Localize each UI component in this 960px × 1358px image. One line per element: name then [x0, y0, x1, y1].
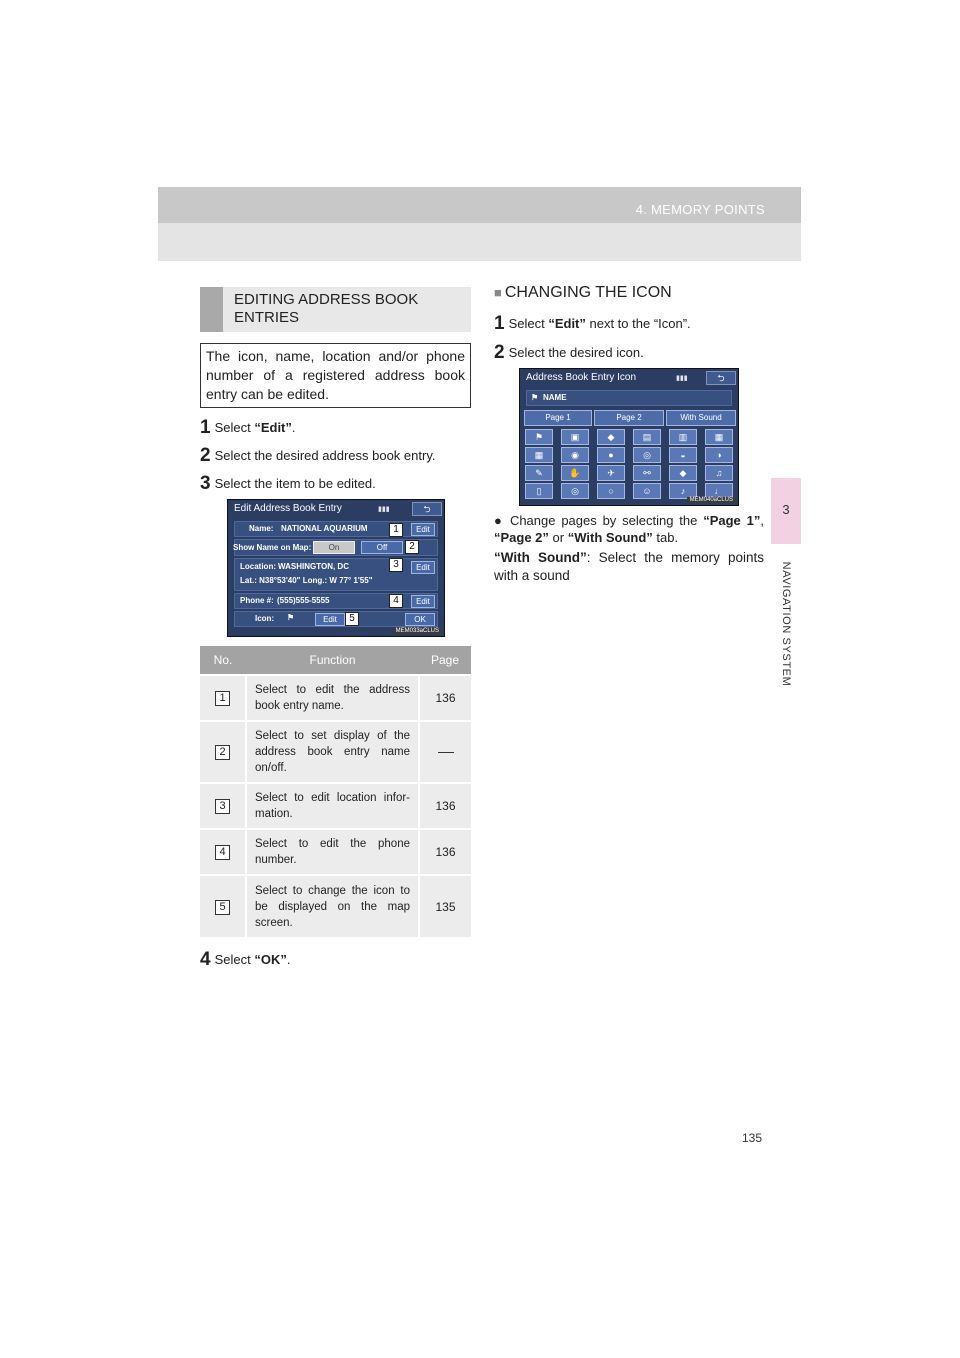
row-number: 1: [215, 691, 230, 706]
bullet-emphasis: “Page 2”: [494, 530, 549, 545]
bullet-note: [494, 512, 764, 546]
step-text: Select: [214, 952, 255, 967]
ok-button[interactable]: OK: [405, 613, 435, 626]
step-text: Select the desired icon.: [508, 345, 644, 360]
row-page-dash: [419, 721, 471, 783]
image-code: MEM040aCLUS: [687, 497, 736, 503]
step-emphasis: “Edit”: [548, 316, 586, 331]
address-book-icon-screenshot: [519, 368, 739, 506]
step-number: 1: [494, 313, 505, 334]
edit-location-button[interactable]: Edit: [411, 561, 435, 574]
step-text-end: .: [291, 420, 296, 435]
cup-icon[interactable]: ◒: [669, 447, 697, 463]
row-function: Select to edit location infor-mation.: [246, 783, 419, 829]
page-number: 135: [742, 1131, 763, 1145]
right-step-2: [494, 342, 644, 364]
ring-icon[interactable]: ○: [597, 483, 625, 499]
step-text: Select: [214, 420, 255, 435]
gauge-icon[interactable]: ◑: [705, 447, 733, 463]
back-button[interactable]: ⮌: [706, 371, 736, 385]
image-code: MEM033aCLUS: [393, 628, 442, 634]
step-text: Select the desired address book entry.: [214, 448, 436, 463]
building-icon[interactable]: ▦: [525, 447, 553, 463]
table-row: [200, 829, 471, 875]
phone-icon[interactable]: ▯: [525, 483, 553, 499]
with-sound-description: [494, 549, 764, 585]
term: “With Sound”: [494, 550, 587, 565]
show-name-label: Show Name on Map:: [233, 543, 312, 552]
clipboard-icon[interactable]: ▦: [705, 429, 733, 445]
table-row: [200, 675, 471, 721]
term-definition: : Select the memory points with a sound: [494, 550, 765, 583]
location-row: [234, 558, 438, 591]
callout-5: 5: [345, 612, 359, 626]
chapter-number: 3: [782, 502, 790, 517]
step-emphasis: “OK”: [254, 952, 287, 967]
table-row: [200, 875, 471, 937]
row-page: 136: [419, 829, 471, 875]
diamond-icon[interactable]: ◆: [669, 465, 697, 481]
phone-label: Phone #:: [240, 596, 274, 605]
location-value: WASHINGTON, DC: [278, 562, 349, 571]
tab-page-2[interactable]: Page 2: [594, 410, 664, 426]
bullet-text: or: [548, 530, 568, 545]
edit-name-button[interactable]: Edit: [411, 523, 435, 536]
ball-icon[interactable]: ●: [597, 447, 625, 463]
row-number: 3: [215, 799, 230, 814]
flag-icon[interactable]: ⚑: [525, 429, 553, 445]
callout-4: 4: [389, 594, 403, 608]
edit-phone-button[interactable]: Edit: [411, 595, 435, 608]
sound-icon[interactable]: ♫: [705, 465, 733, 481]
table-row: [200, 783, 471, 829]
step-text: Select: [508, 316, 549, 331]
edit-icon-button[interactable]: Edit: [315, 613, 345, 626]
step-1: [200, 417, 296, 439]
flag-icon: ⚑: [531, 393, 539, 402]
right-step-1: [494, 313, 691, 335]
table-row: [200, 721, 471, 783]
name-row: [234, 521, 438, 537]
step-text: Select the item to be edited.: [214, 476, 376, 491]
music-note-icon[interactable]: ♪: [669, 483, 697, 499]
name-value: NAME: [543, 393, 567, 402]
tab-with-sound[interactable]: With Sound: [666, 410, 736, 426]
show-name-off-button[interactable]: Off: [361, 541, 403, 554]
phone-value: (555)555-5555: [277, 596, 330, 605]
bullet-icon: ●: [494, 513, 505, 528]
name-value: NATIONAL AQUARIUM: [281, 524, 368, 533]
step-number: 4: [200, 949, 211, 970]
signal-icon: ▮▮▮: [676, 375, 688, 382]
name-label: Name:: [249, 524, 274, 533]
row-page: 136: [419, 783, 471, 829]
section-heading-bar: [200, 287, 223, 332]
bullet-text: tab.: [652, 530, 679, 545]
table-header-row: [200, 646, 471, 675]
intro-box: The icon, name, location and/or phone number of a registered address book entry can be edited.: [200, 343, 471, 408]
function-table: [200, 646, 471, 937]
signal-icon: ▮▮▮: [378, 506, 390, 513]
row-page: 135: [419, 875, 471, 937]
icon-label: Icon:: [255, 614, 275, 623]
book-icon[interactable]: ▥: [669, 429, 697, 445]
step-3: [200, 473, 376, 495]
cart-icon[interactable]: ✈: [597, 465, 625, 481]
callout-3: 3: [389, 558, 403, 572]
step-emphasis: “Edit”: [254, 420, 292, 435]
tab-page-1[interactable]: Page 1: [524, 410, 592, 426]
car-icon[interactable]: ◆: [597, 429, 625, 445]
step-number: 1: [200, 417, 211, 438]
latlong-value: Lat.: N38°53'40" Long.: W 77° 1'55": [240, 576, 373, 585]
show-name-on-button[interactable]: On: [313, 541, 355, 554]
step-4: [200, 949, 290, 971]
callout-2: 2: [405, 540, 419, 554]
edit-address-book-screenshot: [227, 499, 445, 637]
bell-icon[interactable]: ♩: [705, 483, 733, 499]
step-number: 3: [200, 473, 211, 494]
target-icon[interactable]: ◎: [561, 483, 589, 499]
header-subband: [158, 223, 801, 261]
section-heading: [200, 287, 471, 332]
step-2: [200, 445, 435, 467]
chapter-side-label: [771, 548, 801, 700]
tool-icon[interactable]: ✎: [525, 465, 553, 481]
header-band: [158, 187, 801, 223]
hand-icon[interactable]: ✋: [561, 465, 589, 481]
row-function: Select to set display of the address book entry name on/off.: [246, 721, 419, 783]
section-title: EDITING ADDRESS BOOK ENTRIES: [234, 291, 419, 326]
flag-icon: ⚑: [287, 613, 295, 622]
row-number: 4: [215, 845, 230, 860]
step-text-end: .: [286, 952, 291, 967]
row-page: 136: [419, 675, 471, 721]
link-icon[interactable]: ⚯: [633, 465, 661, 481]
bullet-text: ,: [760, 513, 764, 528]
header-function: Function: [246, 646, 419, 675]
row-function: Select to edit the address book entry name.: [246, 675, 419, 721]
chapter-tab: [771, 478, 801, 544]
row-function: Select to edit the phone number.: [246, 829, 419, 875]
no-page-dash: [438, 752, 454, 753]
bed-icon[interactable]: ▤: [633, 429, 661, 445]
people-icon[interactable]: ☺: [633, 483, 661, 499]
step-number: 2: [200, 445, 211, 466]
screen-title: Address Book Entry Icon: [526, 372, 637, 383]
heading-text: CHANGING THE ICON: [504, 284, 672, 301]
chapter-title: 4. MEMORY POINTS: [635, 202, 765, 217]
gift-icon[interactable]: ▣: [561, 429, 589, 445]
changing-icon-heading: [494, 284, 672, 302]
name-row: [526, 390, 732, 406]
globe-icon[interactable]: ◉: [561, 447, 589, 463]
row-function: Select to change the icon to be displayed on the map screen.: [246, 875, 419, 937]
bullet-emphasis: “Page 1”: [703, 513, 761, 528]
location-label: Location:: [240, 562, 276, 571]
back-button[interactable]: ⮌: [412, 502, 442, 516]
step-text-end: next to the “Icon”.: [585, 316, 691, 331]
screen-title: Edit Address Book Entry: [234, 503, 342, 514]
bullet-text: Change pages by selecting the: [509, 513, 704, 528]
heading-marker: ■: [494, 285, 502, 300]
phone-row: [234, 593, 438, 609]
callout-1: 1: [389, 523, 403, 537]
chapter-side-label-text: NAVIGATION SYSTEM: [780, 561, 792, 687]
header-page: Page: [419, 646, 471, 675]
row-number: 2: [215, 745, 230, 760]
step-number: 2: [494, 342, 505, 363]
header-no: No.: [200, 646, 246, 675]
disc-icon[interactable]: ◎: [633, 447, 661, 463]
row-number: 5: [215, 900, 230, 915]
icon-row: [234, 611, 438, 627]
bullet-emphasis: “With Sound”: [567, 530, 653, 545]
